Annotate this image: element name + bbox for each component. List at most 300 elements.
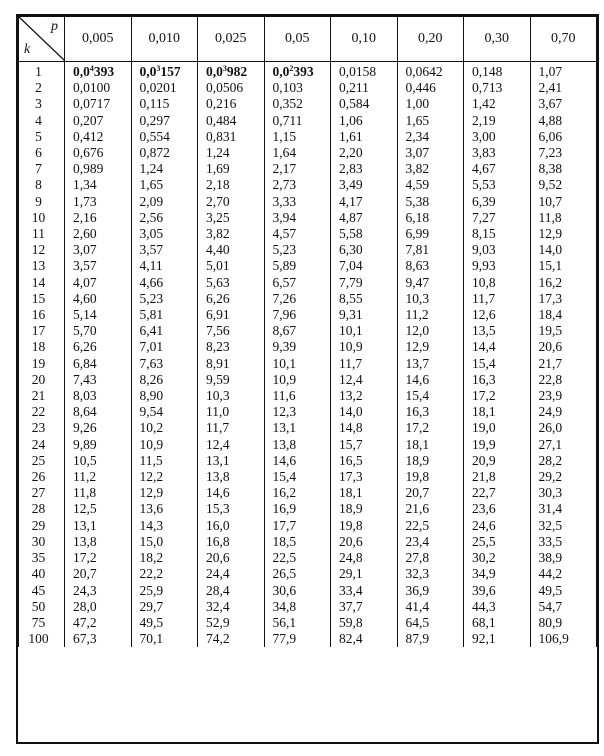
table-row (19, 258, 597, 274)
table-cell: 11,7 (331, 356, 398, 372)
table-cell: 7,23 (530, 145, 597, 161)
table-cell: 2,70 (198, 194, 265, 210)
table-cell: 2,83 (331, 161, 398, 177)
table-row (19, 631, 597, 647)
table-cell: 12,9 (397, 339, 464, 355)
table-cell: 8,64 (65, 404, 132, 420)
table-cell: 13,6 (131, 501, 198, 517)
row-k-value: 22 (19, 404, 65, 420)
table-cell: 7,01 (131, 339, 198, 355)
table-cell: 92,1 (464, 631, 531, 647)
p-axis-label: p (51, 19, 58, 34)
table-cell: 2,09 (131, 194, 198, 210)
table-cell: 16,0 (198, 518, 265, 534)
table-cell: 33,5 (530, 534, 597, 550)
table-cell: 0,297 (131, 113, 198, 129)
table-cell: 22,5 (397, 518, 464, 534)
table-cell: 1,15 (264, 129, 331, 145)
table-row (19, 226, 597, 242)
table-cell: 12,4 (198, 437, 265, 453)
table-body (19, 62, 597, 648)
table-cell: 37,7 (331, 599, 398, 615)
row-k-value: 24 (19, 437, 65, 453)
table-cell: 3,57 (131, 242, 198, 258)
table-cell: 9,31 (331, 307, 398, 323)
table-cell: 67,3 (65, 631, 132, 647)
table-cell: 0,148 (464, 62, 531, 81)
row-k-value: 75 (19, 615, 65, 631)
row-k-value: 20 (19, 372, 65, 388)
table-cell: 19,9 (464, 437, 531, 453)
table-cell: 5,58 (331, 226, 398, 242)
row-k-value: 4 (19, 113, 65, 129)
row-k-value: 1 (19, 62, 65, 81)
table-row (19, 145, 597, 161)
table-row (19, 404, 597, 420)
row-k-value: 5 (19, 129, 65, 145)
table-cell: 14,4 (464, 339, 531, 355)
table-cell: 4,07 (65, 275, 132, 291)
table-cell: 14,3 (131, 518, 198, 534)
table-cell: 15,4 (264, 469, 331, 485)
row-k-value: 2 (19, 80, 65, 96)
table-cell: 5,63 (198, 275, 265, 291)
table-cell: 22,5 (264, 550, 331, 566)
table-cell: 18,1 (397, 437, 464, 453)
table-cell: 19,5 (530, 323, 597, 339)
table-cell: 0,216 (198, 96, 265, 112)
table-cell: 15,0 (131, 534, 198, 550)
table-cell: 4,66 (131, 275, 198, 291)
table-cell: 6,39 (464, 194, 531, 210)
row-k-value: 29 (19, 518, 65, 534)
table-cell: 29,1 (331, 566, 398, 582)
table-cell: 13,2 (331, 388, 398, 404)
table-cell: 1,00 (397, 96, 464, 112)
table-cell: 9,03 (464, 242, 531, 258)
table-cell: 29,2 (530, 469, 597, 485)
table-cell: 9,26 (65, 420, 132, 436)
table-cell: 106,9 (530, 631, 597, 647)
table-cell: 16,2 (530, 275, 597, 291)
table-cell: 16,2 (264, 485, 331, 501)
table-cell: 3,94 (264, 210, 331, 226)
table-cell: 18,1 (464, 404, 531, 420)
table-cell: 32,3 (397, 566, 464, 582)
table-cell: 23,6 (464, 501, 531, 517)
table-cell: 14,0 (331, 404, 398, 420)
table-cell: 49,5 (131, 615, 198, 631)
table-cell: 32,5 (530, 518, 597, 534)
table-cell: 0,989 (65, 161, 132, 177)
table-row (19, 437, 597, 453)
table-row (19, 242, 597, 258)
row-k-value: 28 (19, 501, 65, 517)
chi-square-table-frame (16, 14, 599, 744)
row-k-value: 45 (19, 583, 65, 599)
table-cell: $0,0^3157$ (131, 62, 198, 81)
table-cell: 4,60 (65, 291, 132, 307)
table-cell: 6,26 (198, 291, 265, 307)
table-cell: 2,18 (198, 177, 265, 193)
table-cell: 25,5 (464, 534, 531, 550)
table-cell: 6,18 (397, 210, 464, 226)
table-cell: 23,9 (530, 388, 597, 404)
table-cell: 1,65 (131, 177, 198, 193)
k-axis-label: k (24, 42, 31, 57)
table-row (19, 62, 597, 81)
table-cell: 11,2 (65, 469, 132, 485)
table-row (19, 599, 597, 615)
table-cell: 11,0 (198, 404, 265, 420)
table-cell: 0,713 (464, 80, 531, 96)
table-cell: 30,3 (530, 485, 597, 501)
table-cell: 10,1 (331, 323, 398, 339)
table-cell: 3,67 (530, 96, 597, 112)
table-cell: 11,8 (530, 210, 597, 226)
table-cell: 80,9 (530, 615, 597, 631)
table-cell: 7,04 (331, 258, 398, 274)
table-row (19, 372, 597, 388)
table-cell: 9,54 (131, 404, 198, 420)
row-k-value: 9 (19, 194, 65, 210)
table-cell: 8,03 (65, 388, 132, 404)
table-cell: 64,5 (397, 615, 464, 631)
table-cell: 17,7 (264, 518, 331, 534)
table-cell: 5,23 (131, 291, 198, 307)
table-cell: 12,5 (65, 501, 132, 517)
table-cell: 22,7 (464, 485, 531, 501)
row-k-value: 15 (19, 291, 65, 307)
row-k-value: 100 (19, 631, 65, 647)
row-k-value: 21 (19, 388, 65, 404)
table-cell: 12,4 (331, 372, 398, 388)
table-cell: 9,47 (397, 275, 464, 291)
table-cell: $0,0^4393$ (65, 62, 132, 81)
table-cell: 10,3 (198, 388, 265, 404)
table-row (19, 291, 597, 307)
table-cell: 1,69 (198, 161, 265, 177)
table-cell: 30,6 (264, 583, 331, 599)
table-cell: 3,33 (264, 194, 331, 210)
table-cell: 1,07 (530, 62, 597, 81)
row-k-value: 27 (19, 485, 65, 501)
table-cell: 7,81 (397, 242, 464, 258)
table-cell: 20,6 (530, 339, 597, 355)
table-cell: 11,7 (198, 420, 265, 436)
table-cell: 0,872 (131, 145, 198, 161)
row-k-value: 13 (19, 258, 65, 274)
table-cell: 12,9 (131, 485, 198, 501)
table-cell: 26,0 (530, 420, 597, 436)
table-cell: 17,2 (397, 420, 464, 436)
table-cell: 11,2 (397, 307, 464, 323)
table-cell: 8,63 (397, 258, 464, 274)
table-cell: 28,2 (530, 453, 597, 469)
row-k-value: 18 (19, 339, 65, 355)
table-cell: 13,1 (65, 518, 132, 534)
corner-cell (19, 17, 65, 62)
table-row (19, 307, 597, 323)
table-cell: 20,7 (65, 566, 132, 582)
table-cell: 27,1 (530, 437, 597, 453)
table-cell: 9,93 (464, 258, 531, 274)
table-cell: 3,49 (331, 177, 398, 193)
table-cell: 5,53 (464, 177, 531, 193)
row-k-value: 10 (19, 210, 65, 226)
table-cell: 3,05 (131, 226, 198, 242)
row-k-value: 19 (19, 356, 65, 372)
table-cell: 11,7 (464, 291, 531, 307)
table-cell: 0,0506 (198, 80, 265, 96)
table-row (19, 161, 597, 177)
table-cell: 3,57 (65, 258, 132, 274)
table-cell: 4,17 (331, 194, 398, 210)
table-cell: 10,3 (397, 291, 464, 307)
table-cell: 3,82 (198, 226, 265, 242)
table-cell: 44,3 (464, 599, 531, 615)
table-cell: 27,8 (397, 550, 464, 566)
table-cell: 18,9 (331, 501, 398, 517)
row-k-value: 25 (19, 453, 65, 469)
table-cell: 0,554 (131, 129, 198, 145)
table-cell: 8,26 (131, 372, 198, 388)
table-cell: 44,2 (530, 566, 597, 582)
table-cell: 56,1 (264, 615, 331, 631)
table-cell: 15,4 (397, 388, 464, 404)
table-cell: 1,34 (65, 177, 132, 193)
row-k-value: 7 (19, 161, 65, 177)
table-cell: 31,4 (530, 501, 597, 517)
table-cell: 41,4 (397, 599, 464, 615)
table-cell: 12,6 (464, 307, 531, 323)
table-row (19, 339, 597, 355)
table-cell: 6,84 (65, 356, 132, 372)
row-k-value: 50 (19, 599, 65, 615)
table-row (19, 501, 597, 517)
table-cell: 13,8 (264, 437, 331, 453)
table-row (19, 583, 597, 599)
table-cell: 18,1 (331, 485, 398, 501)
column-header: 0,10 (331, 17, 398, 62)
table-cell: 16,9 (264, 501, 331, 517)
table-cell: 20,9 (464, 453, 531, 469)
table-cell: 10,9 (131, 437, 198, 453)
table-cell: 1,06 (331, 113, 398, 129)
table-cell: 14,6 (198, 485, 265, 501)
table-cell: 11,5 (131, 453, 198, 469)
table-cell: 4,57 (264, 226, 331, 242)
table-cell: 24,9 (530, 404, 597, 420)
table-cell: 54,7 (530, 599, 597, 615)
table-cell: 18,2 (131, 550, 198, 566)
table-cell: 10,7 (530, 194, 597, 210)
table-row (19, 129, 597, 145)
table-cell: 10,9 (264, 372, 331, 388)
table-cell: 74,2 (198, 631, 265, 647)
chi-square-critical-values-table (18, 16, 597, 647)
table-cell: 0,352 (264, 96, 331, 112)
table-cell: 13,1 (264, 420, 331, 436)
table-cell: 49,5 (530, 583, 597, 599)
table-cell: 14,6 (397, 372, 464, 388)
table-cell: 10,5 (65, 453, 132, 469)
table-cell: 20,7 (397, 485, 464, 501)
table-cell: 0,831 (198, 129, 265, 145)
table-row (19, 323, 597, 339)
row-k-value: 17 (19, 323, 65, 339)
table-cell: 0,676 (65, 145, 132, 161)
table-cell: 2,17 (264, 161, 331, 177)
table-cell: 3,82 (397, 161, 464, 177)
table-cell: 6,41 (131, 323, 198, 339)
table-cell: 0,484 (198, 113, 265, 129)
table-cell: 38,9 (530, 550, 597, 566)
header-row (19, 17, 597, 62)
table-cell: 32,4 (198, 599, 265, 615)
table-cell: 24,6 (464, 518, 531, 534)
table-cell: 0,412 (65, 129, 132, 145)
table-cell: 7,56 (198, 323, 265, 339)
table-cell: 28,0 (65, 599, 132, 615)
table-cell: 4,11 (131, 258, 198, 274)
table-cell: 24,4 (198, 566, 265, 582)
table-cell: 24,8 (331, 550, 398, 566)
table-cell: 24,3 (65, 583, 132, 599)
table-cell: 6,26 (65, 339, 132, 355)
table-cell: 11,6 (264, 388, 331, 404)
table-cell: 4,40 (198, 242, 265, 258)
table-cell: 19,8 (397, 469, 464, 485)
table-cell: 14,8 (331, 420, 398, 436)
row-k-value: 3 (19, 96, 65, 112)
table-cell: 22,8 (530, 372, 597, 388)
table-cell: 0,207 (65, 113, 132, 129)
table-cell: 6,91 (198, 307, 265, 323)
table-cell: 8,55 (331, 291, 398, 307)
table-cell: 52,9 (198, 615, 265, 631)
table-cell: 18,4 (530, 307, 597, 323)
table-cell: 9,89 (65, 437, 132, 453)
table-cell: 77,9 (264, 631, 331, 647)
table-cell: 19,0 (464, 420, 531, 436)
table-cell: 9,52 (530, 177, 597, 193)
table-cell: 5,81 (131, 307, 198, 323)
table-cell: 13,5 (464, 323, 531, 339)
table-cell: 17,2 (65, 550, 132, 566)
table-cell: 10,1 (264, 356, 331, 372)
table-cell: 17,3 (530, 291, 597, 307)
table-cell: 2,19 (464, 113, 531, 129)
table-cell: 13,8 (198, 469, 265, 485)
row-k-value: 16 (19, 307, 65, 323)
table-cell: 16,8 (198, 534, 265, 550)
table-cell: 34,9 (464, 566, 531, 582)
table-cell: 12,3 (264, 404, 331, 420)
table-cell: 13,7 (397, 356, 464, 372)
table-cell: 6,06 (530, 129, 597, 145)
table-cell: 16,3 (464, 372, 531, 388)
table-cell: 3,07 (65, 242, 132, 258)
table-cell: 16,3 (397, 404, 464, 420)
row-k-value: 6 (19, 145, 65, 161)
row-k-value: 8 (19, 177, 65, 193)
row-k-value: 30 (19, 534, 65, 550)
table-cell: 0,0717 (65, 96, 132, 112)
table-cell: 5,89 (264, 258, 331, 274)
table-cell: 87,9 (397, 631, 464, 647)
table-cell: 34,8 (264, 599, 331, 615)
table-cell: 5,70 (65, 323, 132, 339)
table-row (19, 518, 597, 534)
table-cell: 47,2 (65, 615, 132, 631)
table-cell: 10,8 (464, 275, 531, 291)
table-cell: 0,211 (331, 80, 398, 96)
table-cell: 14,6 (264, 453, 331, 469)
table-cell: 5,01 (198, 258, 265, 274)
table-cell: 1,65 (397, 113, 464, 129)
table-cell: 2,41 (530, 80, 597, 96)
table-cell: 3,83 (464, 145, 531, 161)
table-cell: 2,20 (331, 145, 398, 161)
table-cell: 21,8 (464, 469, 531, 485)
column-header: 0,70 (530, 17, 597, 62)
table-cell: 13,1 (198, 453, 265, 469)
table-cell: 8,91 (198, 356, 265, 372)
table-cell: 10,2 (131, 420, 198, 436)
table-cell: 1,24 (131, 161, 198, 177)
table-cell: 8,67 (264, 323, 331, 339)
table-cell: 30,2 (464, 550, 531, 566)
table-cell: 2,73 (264, 177, 331, 193)
table-cell: 1,24 (198, 145, 265, 161)
table-cell: 20,6 (331, 534, 398, 550)
table-cell: 0,0642 (397, 62, 464, 81)
table-cell: 39,6 (464, 583, 531, 599)
table-row (19, 453, 597, 469)
table-row (19, 194, 597, 210)
table-row (19, 210, 597, 226)
table-cell: 7,27 (464, 210, 531, 226)
table-cell: 0,115 (131, 96, 198, 112)
table-row (19, 388, 597, 404)
table-cell: 21,6 (397, 501, 464, 517)
table-cell: 4,67 (464, 161, 531, 177)
table-cell: 18,9 (397, 453, 464, 469)
table-cell: 1,42 (464, 96, 531, 112)
table-cell: 1,73 (65, 194, 132, 210)
table-cell: 4,88 (530, 113, 597, 129)
table-cell: 15,4 (464, 356, 531, 372)
table-cell: 16,5 (331, 453, 398, 469)
table-cell: 1,61 (331, 129, 398, 145)
table-cell: 8,23 (198, 339, 265, 355)
table-cell: 0,0158 (331, 62, 398, 81)
column-header: 0,20 (397, 17, 464, 62)
row-k-value: 23 (19, 420, 65, 436)
table-cell: 0,0201 (131, 80, 198, 96)
table-cell: 0,0100 (65, 80, 132, 96)
row-k-value: 12 (19, 242, 65, 258)
table-cell: 9,59 (198, 372, 265, 388)
table-cell: 14,0 (530, 242, 597, 258)
table-cell: 12,0 (397, 323, 464, 339)
table-row (19, 113, 597, 129)
table-cell: 15,7 (331, 437, 398, 453)
table-cell: 19,8 (331, 518, 398, 534)
table-cell: 7,63 (131, 356, 198, 372)
table-cell: 6,99 (397, 226, 464, 242)
